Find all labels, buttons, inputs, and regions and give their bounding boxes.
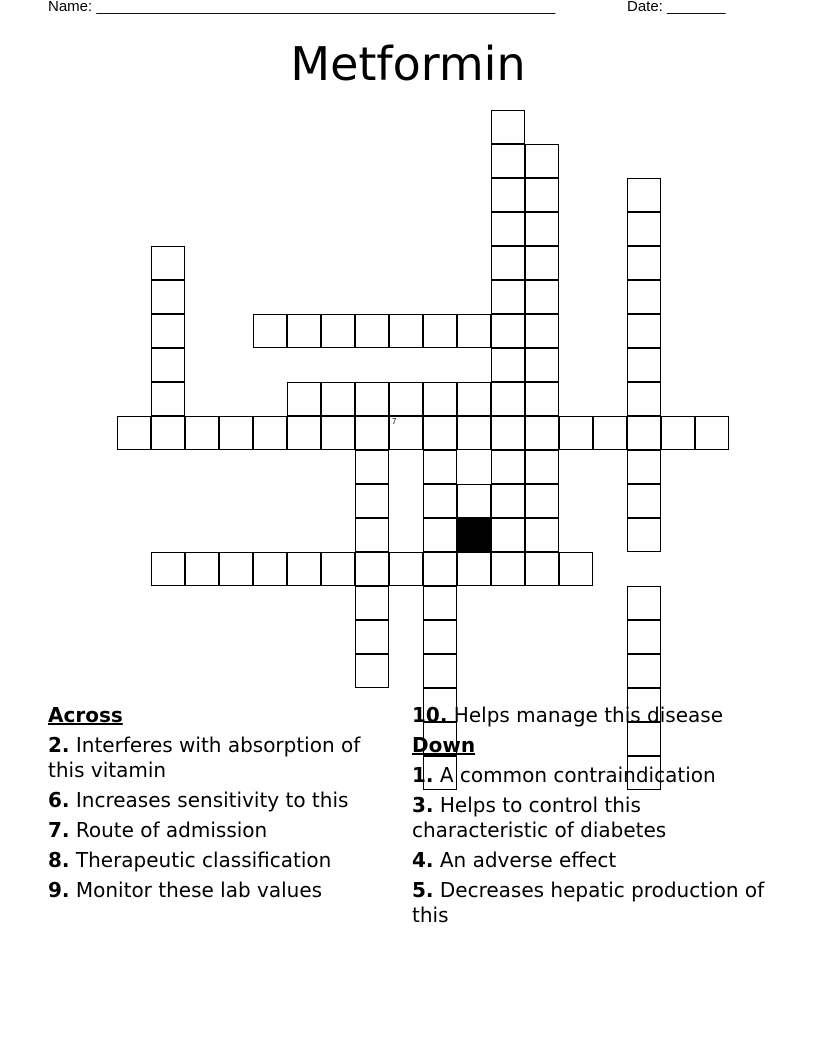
grid-cell[interactable] bbox=[525, 246, 559, 280]
grid-cell[interactable] bbox=[355, 484, 389, 518]
grid-cell[interactable] bbox=[423, 586, 457, 620]
clues-right-column bbox=[412, 703, 772, 933]
grid-cell[interactable] bbox=[287, 552, 321, 586]
grid-cell[interactable] bbox=[355, 450, 389, 484]
clue-number: 9. bbox=[48, 878, 70, 902]
grid-cell[interactable] bbox=[185, 416, 219, 450]
grid-cell[interactable] bbox=[355, 382, 389, 416]
grid-cell[interactable] bbox=[287, 416, 321, 450]
grid-cell[interactable] bbox=[491, 178, 525, 212]
clue-text: A common contraindication bbox=[439, 763, 716, 787]
grid-cell[interactable] bbox=[151, 552, 185, 586]
grid-cell[interactable] bbox=[491, 212, 525, 246]
grid-cell[interactable] bbox=[219, 416, 253, 450]
grid-cell[interactable] bbox=[627, 382, 661, 416]
puzzle-title: Metformin bbox=[290, 37, 526, 91]
down-clue bbox=[412, 793, 772, 843]
down-clue bbox=[412, 763, 772, 788]
clue-text: Helps to control this characteristic of diabetes bbox=[412, 793, 667, 842]
grid-cell[interactable] bbox=[355, 416, 389, 450]
grid-cell[interactable] bbox=[627, 212, 661, 246]
grid-cell[interactable] bbox=[491, 280, 525, 314]
grid-cell[interactable] bbox=[593, 416, 627, 450]
grid-cell[interactable] bbox=[389, 314, 423, 348]
clue-number: 5. bbox=[412, 878, 434, 902]
down-clue bbox=[412, 848, 772, 873]
clues-left-column bbox=[48, 703, 393, 908]
grid-cell[interactable] bbox=[627, 246, 661, 280]
grid-cell[interactable] bbox=[525, 144, 559, 178]
clue-number: 8. bbox=[48, 848, 70, 872]
grid-cell[interactable] bbox=[457, 416, 491, 450]
grid-cell[interactable] bbox=[355, 552, 389, 586]
grid-cell[interactable] bbox=[321, 416, 355, 450]
grid-cell[interactable] bbox=[559, 416, 593, 450]
down-heading: Down bbox=[412, 733, 476, 757]
clue-number: 2. bbox=[48, 733, 70, 757]
grid-cell[interactable] bbox=[627, 280, 661, 314]
grid-cell[interactable] bbox=[525, 314, 559, 348]
grid-cell[interactable] bbox=[287, 314, 321, 348]
grid-cell[interactable] bbox=[389, 382, 423, 416]
grid-cell[interactable] bbox=[491, 110, 525, 144]
grid-cell[interactable] bbox=[661, 416, 695, 450]
across-clue bbox=[48, 818, 393, 843]
grid-cell[interactable] bbox=[491, 348, 525, 382]
grid-cell[interactable] bbox=[627, 518, 661, 552]
grid-cell[interactable] bbox=[525, 552, 559, 586]
grid-cell[interactable] bbox=[525, 348, 559, 382]
grid-cell[interactable] bbox=[355, 620, 389, 654]
grid-cell[interactable] bbox=[151, 246, 185, 280]
grid-cell[interactable] bbox=[559, 552, 593, 586]
grid-cell[interactable] bbox=[151, 382, 185, 416]
grid-cell[interactable] bbox=[525, 382, 559, 416]
clue-number-label: 7 bbox=[392, 417, 397, 426]
clue-text: Route of admission bbox=[75, 818, 268, 842]
grid-cell[interactable] bbox=[185, 552, 219, 586]
grid-cell[interactable] bbox=[491, 484, 525, 518]
grid-cell[interactable] bbox=[457, 552, 491, 586]
grid-cell[interactable] bbox=[389, 416, 423, 450]
across-clue bbox=[48, 878, 393, 903]
grid-cell[interactable] bbox=[355, 314, 389, 348]
grid-cell[interactable] bbox=[627, 620, 661, 654]
grid-cell[interactable] bbox=[491, 246, 525, 280]
grid-cell[interactable] bbox=[253, 416, 287, 450]
clue-number: 3. bbox=[412, 793, 434, 817]
grid-cell[interactable] bbox=[423, 450, 457, 484]
grid-cell[interactable] bbox=[525, 280, 559, 314]
clue-number: 4. bbox=[412, 848, 434, 872]
clue-text: Increases sensitivity to this bbox=[75, 788, 349, 812]
grid-cell[interactable] bbox=[423, 552, 457, 586]
grid-cell[interactable] bbox=[491, 314, 525, 348]
grid-cell[interactable] bbox=[355, 518, 389, 552]
grid-cell[interactable] bbox=[321, 314, 355, 348]
clue-text: Decreases hepatic production of this bbox=[412, 878, 765, 927]
black-square bbox=[457, 518, 491, 552]
clue-text: Therapeutic classification bbox=[75, 848, 332, 872]
across-clue bbox=[412, 703, 772, 728]
grid-cell[interactable] bbox=[253, 314, 287, 348]
grid-cell[interactable] bbox=[491, 416, 525, 450]
grid-cell[interactable] bbox=[423, 382, 457, 416]
clue-number: 7. bbox=[48, 818, 70, 842]
grid-cell[interactable] bbox=[321, 552, 355, 586]
grid-cell[interactable] bbox=[287, 382, 321, 416]
clue-text: Interferes with absorption of this vitamin bbox=[48, 733, 361, 782]
down-clue bbox=[412, 878, 772, 928]
grid-cell[interactable] bbox=[491, 144, 525, 178]
clue-number: 6. bbox=[48, 788, 70, 812]
grid-cell[interactable] bbox=[321, 382, 355, 416]
clue-number: 1. bbox=[412, 763, 434, 787]
grid-cell[interactable] bbox=[219, 552, 253, 586]
grid-cell[interactable] bbox=[423, 518, 457, 552]
grid-cell[interactable] bbox=[117, 416, 151, 450]
grid-cell[interactable] bbox=[423, 484, 457, 518]
across-heading: Across bbox=[48, 703, 123, 727]
grid-cell[interactable] bbox=[525, 518, 559, 552]
grid-cell[interactable] bbox=[423, 620, 457, 654]
grid-cell[interactable] bbox=[457, 382, 491, 416]
grid-cell[interactable] bbox=[491, 518, 525, 552]
grid-cell[interactable] bbox=[423, 416, 457, 450]
grid-cell[interactable] bbox=[355, 586, 389, 620]
grid-cell[interactable] bbox=[627, 654, 661, 688]
across-clue bbox=[48, 788, 393, 813]
grid-cell[interactable] bbox=[151, 348, 185, 382]
across-clue bbox=[48, 848, 393, 873]
grid-cell[interactable] bbox=[151, 416, 185, 450]
grid-cell[interactable] bbox=[627, 416, 661, 450]
grid-cell[interactable] bbox=[627, 450, 661, 484]
grid-cell[interactable] bbox=[457, 314, 491, 348]
grid-cell[interactable] bbox=[627, 178, 661, 212]
grid-cell[interactable] bbox=[491, 450, 525, 484]
grid-cell[interactable] bbox=[525, 450, 559, 484]
grid-cell[interactable] bbox=[355, 654, 389, 688]
date-field-line: Date: _______ bbox=[627, 0, 726, 15]
grid-cell[interactable] bbox=[253, 552, 287, 586]
grid-cell[interactable] bbox=[491, 382, 525, 416]
grid-cell[interactable] bbox=[627, 484, 661, 518]
grid-cell[interactable] bbox=[525, 178, 559, 212]
grid-cell[interactable] bbox=[389, 552, 423, 586]
grid-cell[interactable] bbox=[525, 484, 559, 518]
grid-cell[interactable] bbox=[695, 416, 729, 450]
clue-text: An adverse effect bbox=[439, 848, 617, 872]
across-clue bbox=[48, 733, 393, 783]
grid-cell[interactable] bbox=[525, 416, 559, 450]
grid-cell[interactable] bbox=[627, 348, 661, 382]
name-field-line: Name: _______________________________________________________ bbox=[48, 0, 556, 15]
grid-cell[interactable] bbox=[457, 484, 491, 518]
grid-cell[interactable] bbox=[423, 314, 457, 348]
grid-cell[interactable] bbox=[525, 212, 559, 246]
clue-text: Helps manage this disease bbox=[453, 703, 724, 727]
clue-number: 10. bbox=[412, 703, 448, 727]
grid-cell[interactable] bbox=[151, 314, 185, 348]
clue-text: Monitor these lab values bbox=[75, 878, 323, 902]
grid-cell[interactable] bbox=[151, 280, 185, 314]
grid-cell[interactable] bbox=[423, 654, 457, 688]
grid-cell[interactable] bbox=[491, 552, 525, 586]
grid-cell[interactable] bbox=[627, 314, 661, 348]
grid-cell[interactable] bbox=[627, 586, 661, 620]
